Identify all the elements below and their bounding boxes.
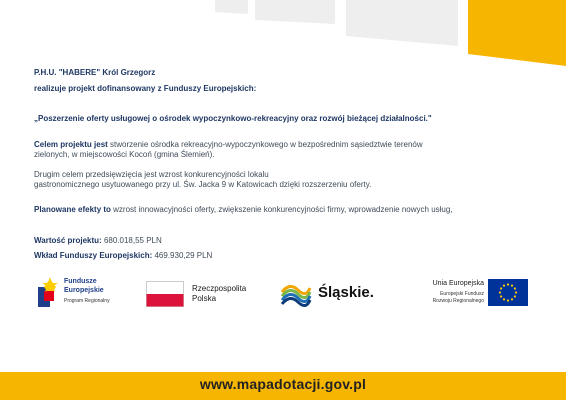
company-name: P.H.U. "HABERE" Król Grzegorz	[34, 68, 156, 77]
header-decoration	[0, 0, 566, 70]
effects-text: wzrost innowacyjności oferty, zwiększenie konkurencyjności firmy, wprowadzenie nowych usług,	[110, 205, 453, 214]
value-amount: 680.018,55 PLN	[101, 236, 162, 245]
slaskie-logo	[280, 280, 390, 308]
footer-bar	[0, 372, 566, 400]
goal2-line2: gastronomicznego usytuowanego przy ul. Św. Jacka 9 w Katowicach dzięki rozszerzeniu oferty.	[34, 180, 372, 189]
value-label: Wartość projektu:	[34, 236, 102, 245]
fundusze-europejskie-logo	[36, 277, 136, 309]
goal-label: Celem projektu jest	[34, 140, 108, 149]
unia-europejska-logo	[406, 279, 530, 309]
ue-line2: Europejski Fundusz	[440, 291, 484, 297]
fe-star-icon	[36, 277, 62, 307]
goal-paragraph	[34, 140, 534, 150]
slaskie-text: Śląskie.	[318, 284, 374, 301]
rp-line2: Polska	[192, 294, 217, 303]
goal2-line1: Drugim celem przedsięwzięcia jest wzrost konkurencyjności lokalu	[34, 170, 269, 179]
project-title: „Poszerzenie oferty usługowej o ośrodek wypoczynkowo-rekreacyjny oraz rozwój bieżącej działalności."	[34, 114, 432, 123]
effects-label: Planowane efekty to	[34, 205, 111, 214]
footer-url-link[interactable]: www.mapadotacji.gov.pl	[199, 376, 367, 392]
effects-paragraph	[34, 205, 554, 215]
contribution-amount: 469.930,29 PLN	[152, 251, 213, 260]
contribution-label: Wkład Funduszy Europejskich:	[34, 251, 153, 260]
rzeczpospolita-polska-logo	[146, 281, 266, 307]
rp-line1: Rzeczpospolita	[192, 284, 247, 293]
ue-line3: Rozwoju Regionalnego	[432, 298, 484, 304]
fe-line3: Program Regionalny	[64, 298, 110, 304]
goal-text-line2: zielonych, w miejscowości Kocoń (gmina Ślemień).	[34, 150, 215, 159]
fe-line1: Fundusze	[64, 278, 97, 285]
eu-contribution	[34, 251, 212, 261]
fe-line2: Europejskie	[64, 287, 104, 294]
eu-flag-icon	[488, 279, 528, 306]
project-intro: realizuje projekt dofinansowany z Funduszy Europejskich:	[34, 84, 257, 93]
goal-text: stworzenie ośrodka rekreacyjno-wypoczynkowego w bezpośrednim sąsiedztwie terenów	[107, 140, 423, 149]
ue-line1: Unia Europejska	[432, 280, 484, 287]
slaskie-waves-icon	[280, 280, 312, 308]
project-value	[34, 236, 162, 246]
polish-flag-icon	[146, 281, 184, 307]
